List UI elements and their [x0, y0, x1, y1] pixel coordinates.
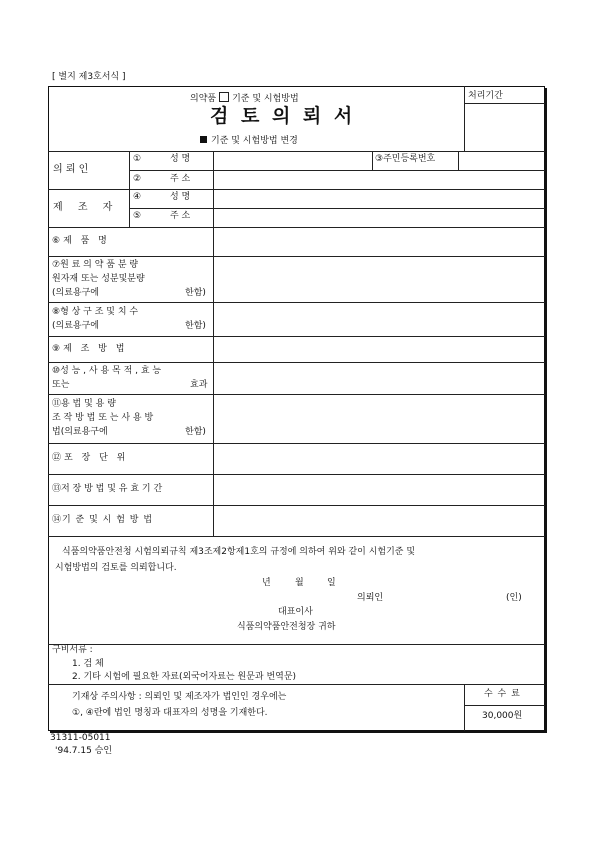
row-standards-label: ⑭기 준 및 시 험 방 법	[52, 515, 154, 525]
approval-date: '94.7.15 승인	[55, 746, 113, 756]
row-effect-line1: ⑩성 능 , 사 용 목 적 , 효 능	[52, 366, 162, 376]
requester-name-label: 성 명	[170, 154, 191, 164]
header-type-line	[190, 92, 299, 104]
row-effect-line2a: 또는	[52, 380, 70, 390]
notes-line2: ①, ④란에 법인 명칭과 대표자의 성명을 기재한다.	[72, 708, 268, 718]
requester-name-num: ①	[133, 154, 142, 164]
fee-label: 수 수 료	[484, 689, 521, 699]
attachments-title: 구비서류 :	[52, 645, 93, 655]
manufacturer-name-num: ④	[133, 192, 142, 202]
row-shape-line2a: (의료용구에	[52, 321, 99, 331]
manufacturer-name-label: 성 명	[170, 192, 191, 202]
row-storage-label: ⑬저 장 방 법 및 유 효 기 간	[52, 484, 163, 494]
addressee: 식품의약품안전청장 귀하	[237, 622, 336, 632]
header-type-right: 기준 및 시험방법	[232, 94, 299, 104]
row-product-label: ⑥제 품 명	[52, 236, 110, 246]
row-ingredient-line1: ⑦원 료 의 약 품 분 량	[52, 260, 139, 270]
header-subtitle-line	[200, 136, 298, 146]
row-shape-line1: ⑧형 상 구 조 및 치 수	[52, 307, 139, 317]
request-statement-line1: 식품의약품안전청 시험의뢰규칙 제3조제2항제1호의 규정에 의하여 위와 같이 시험기준 및	[62, 547, 416, 557]
notes-line1: 기재상 주의사항 : 의뢰인 및 제조자가 법인인 경우에는	[72, 692, 287, 702]
manufacturer-label: 제 조 자	[53, 202, 119, 213]
header-subtitle: 기준 및 시험방법 변경	[211, 136, 298, 146]
seal-mark: (인)	[506, 593, 522, 603]
signer-requester-label: 의뢰인	[357, 593, 384, 603]
date-day: 일	[327, 578, 336, 588]
form-frame	[48, 86, 545, 731]
requester-addr-num: ②	[133, 174, 142, 184]
row-effect-line2b: 효과	[190, 380, 208, 390]
date-year: 년	[262, 578, 271, 588]
row-usage-line3b: 한함)	[185, 427, 206, 437]
row-usage-line1: ⑪용 법 및 용 량	[52, 399, 116, 409]
manufacturer-addr-label: 주 소	[170, 211, 191, 221]
form-code: 31311-05011	[50, 733, 111, 743]
checkbox-icon	[219, 92, 229, 102]
form-number-tag: [ 별지 제3호서식 ]	[52, 72, 126, 82]
filled-checkbox-icon	[200, 136, 207, 143]
row-ingredient-line3a: (의료용구에	[52, 288, 99, 298]
row-method-label: ⑨제 조 방 법	[52, 344, 128, 354]
requester-label: 의 뢰 인	[53, 164, 89, 175]
attachment-item-2: 2. 기타 시험에 필요한 자료(외국어자료는 원문과 번역문)	[72, 672, 297, 682]
row-ingredient-line2: 원자재 또는 성분및분량	[52, 274, 145, 284]
resident-registration-label: ③주민등록번호	[375, 154, 436, 164]
frame-shadow-right	[545, 88, 547, 733]
fee-amount: 30,000원	[482, 711, 523, 721]
page-title: 검 토 의 뢰 서	[210, 105, 356, 127]
row-usage-line3a: 법(의료용구에	[52, 427, 108, 437]
row-packaging-label: ⑫포 장 단 위	[52, 453, 129, 463]
requester-addr-label: 주 소	[170, 174, 191, 184]
frame-shadow-bottom	[50, 731, 547, 733]
ceo-label: 대표이사	[278, 607, 313, 617]
row-usage-line2: 조 작 방 법 또 는 사 용 방	[52, 413, 154, 423]
request-statement-line2: 시험방법의 검토를 의뢰합니다.	[55, 563, 177, 573]
attachment-item-1: 1. 검 체	[72, 659, 104, 669]
processing-period-label: 처리기간	[468, 91, 503, 101]
header-type-left: 의약품	[190, 94, 217, 104]
date-month: 월	[295, 578, 304, 588]
manufacturer-addr-num: ⑤	[133, 211, 142, 221]
row-shape-line2b: 한함)	[185, 321, 206, 331]
row-ingredient-line3b: 한함)	[185, 288, 206, 298]
